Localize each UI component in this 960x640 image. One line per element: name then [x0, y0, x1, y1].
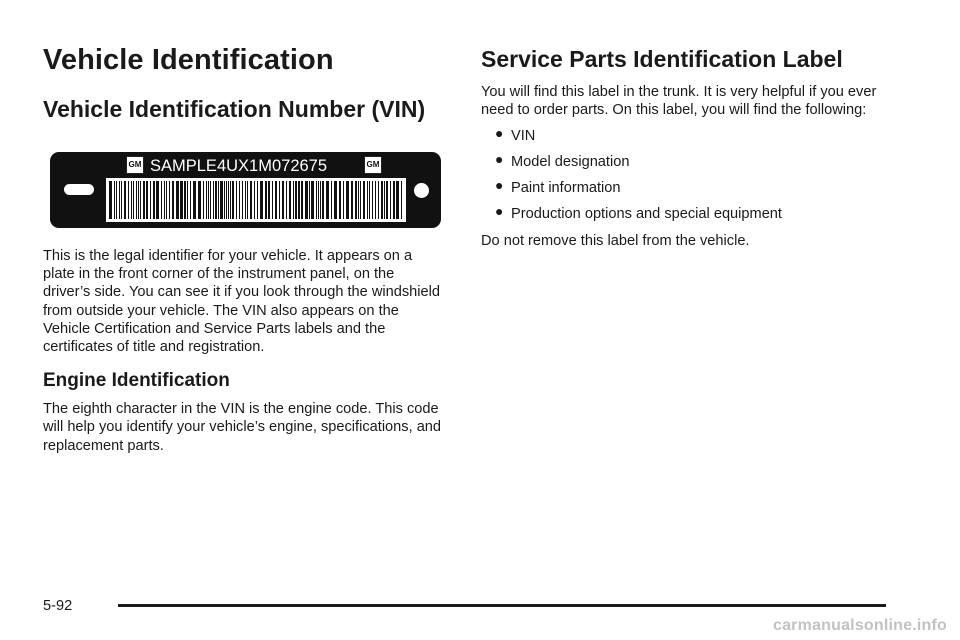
mounting-slot	[64, 184, 94, 195]
barcode-bar	[396, 181, 399, 219]
list-item: ● Production options and special equipment	[495, 203, 782, 223]
barcode-bar	[184, 181, 186, 219]
barcode-bar	[124, 181, 126, 219]
barcode-bar	[293, 181, 294, 219]
barcode-bar	[242, 181, 243, 219]
vin-description: This is the legal identifier for your vehicle. It appears on a plate in the front corner of the instrument panel, on the driver’s side. You can see it if you look through the windshield from outside your vehicle. The VIN also appears on the Vehicle Certification and Service Parts labels and the certificates of title and registration.	[43, 248, 440, 356]
barcode-bar	[286, 181, 287, 219]
barcode-bar	[128, 181, 129, 219]
barcode-bar	[384, 181, 385, 219]
barcode-bar	[351, 181, 353, 219]
barcode-bar	[164, 181, 165, 219]
barcode-bar	[334, 181, 337, 219]
barcode-bar	[305, 181, 308, 219]
barcode-bar	[116, 181, 117, 219]
barcode-bar	[215, 181, 217, 219]
barcode-bar	[372, 181, 373, 219]
service-parts-intro: You will find this label in the trunk. It is very helpful if you ever need to order parts. On this label, you will find the following:	[481, 84, 877, 119]
barcode-graphic	[106, 178, 406, 222]
bullet-icon: ●	[495, 125, 504, 142]
barcode-bar	[318, 181, 319, 219]
vin-plate-illustration	[50, 152, 441, 228]
barcode-bar	[138, 181, 139, 219]
barcode-bar	[282, 181, 284, 219]
service-parts-closing: Do not remove this label from the vehicle.	[481, 233, 750, 250]
barcode-bar	[301, 181, 303, 219]
barcode-bar	[136, 181, 137, 219]
barcode-bar	[311, 181, 314, 219]
barcode-bar	[367, 181, 368, 219]
barcode-bar	[210, 181, 211, 219]
barcode-bar	[343, 181, 344, 219]
barcode-bar	[166, 181, 167, 219]
barcode-bar	[289, 181, 291, 219]
barcode-bar	[358, 181, 359, 219]
left-column	[43, 40, 443, 455]
barcode-bar	[172, 181, 174, 219]
barcode-bar	[272, 181, 273, 219]
barcode-bar	[257, 181, 258, 219]
barcode-bar	[161, 181, 162, 219]
barcode-bar	[309, 181, 310, 219]
barcode-bar	[369, 181, 370, 219]
barcode	[106, 178, 406, 222]
barcode-bar	[180, 181, 183, 219]
page-title: Vehicle Identification	[43, 44, 334, 76]
barcode-bar	[381, 181, 383, 219]
barcode-bar	[228, 181, 229, 219]
barcode-bar	[298, 181, 300, 219]
barcode-bar	[254, 181, 255, 219]
gm-logo-icon: GM	[364, 156, 382, 174]
bullet-icon: ●	[495, 177, 504, 194]
barcode-bar	[119, 181, 120, 219]
barcode-bar	[109, 181, 112, 219]
barcode-bar	[236, 181, 237, 219]
barcode-bar	[203, 181, 204, 219]
barcode-bar	[224, 181, 225, 219]
service-parts-list	[481, 127, 901, 223]
barcode-bar	[230, 181, 231, 219]
barcode-bar	[198, 181, 201, 219]
barcode-bar	[131, 181, 132, 219]
barcode-bar	[260, 181, 263, 219]
barcode-bar	[326, 181, 329, 219]
barcode-bar	[265, 181, 267, 219]
barcode-bar	[355, 181, 357, 219]
gm-logo-icon: GM	[126, 156, 144, 174]
barcode-bar	[275, 181, 277, 219]
barcode-bar	[316, 181, 317, 219]
right-column	[481, 44, 901, 251]
barcode-bar	[121, 181, 122, 219]
barcode-bar	[114, 181, 115, 219]
barcode-bar	[143, 181, 145, 219]
barcode-bar	[378, 181, 379, 219]
barcode-bar	[133, 181, 134, 219]
bullet-icon: ●	[495, 203, 504, 220]
barcode-bar	[193, 181, 196, 219]
barcode-bar	[247, 181, 248, 219]
barcode-bar	[250, 181, 252, 219]
barcode-bar	[331, 181, 332, 219]
barcode-bar	[390, 181, 391, 219]
barcode-bar	[268, 181, 270, 219]
service-parts-heading: Service Parts Identification Label	[481, 46, 843, 72]
barcode-bar	[279, 181, 280, 219]
barcode-bar	[169, 181, 170, 219]
barcode-bar	[393, 181, 395, 219]
barcode-bar	[146, 181, 148, 219]
barcode-bar	[206, 181, 207, 219]
barcode-bar	[295, 181, 297, 219]
barcode-bar	[140, 181, 141, 219]
engine-heading: Engine Identification	[43, 370, 230, 392]
list-item: ● VIN	[495, 125, 536, 145]
mounting-hole	[414, 183, 429, 198]
barcode-bar	[150, 181, 151, 219]
barcode-bar	[239, 181, 240, 219]
barcode-bar	[339, 181, 341, 219]
list-item: ● Paint information	[495, 177, 621, 197]
barcode-bar	[208, 181, 209, 219]
barcode-bar	[375, 181, 376, 219]
barcode-bar	[187, 181, 188, 219]
barcode-bar	[226, 181, 227, 219]
barcode-bar	[218, 181, 219, 219]
barcode-bar	[220, 181, 223, 219]
barcode-bar	[156, 181, 159, 219]
barcode-bar	[176, 181, 179, 219]
barcode-bar	[245, 181, 246, 219]
barcode-bar	[153, 181, 155, 219]
barcode-bar	[360, 181, 361, 219]
engine-description: The eighth character in the VIN is the engine code. This code will help you identify your vehicle’s engine, specifications, and replacement parts.	[43, 401, 442, 454]
barcode-bar	[401, 181, 402, 219]
vin-number: SAMPLE4UX1M072675	[150, 157, 328, 175]
vin-heading: Vehicle Identification Number (VIN)	[43, 96, 426, 122]
barcode-bar	[346, 181, 349, 219]
watermark: carmanualsonline.info	[772, 617, 947, 634]
page-number: 5-92	[43, 598, 73, 614]
footer-divider	[118, 604, 886, 607]
bullet-icon: ●	[495, 151, 504, 168]
barcode-bar	[232, 181, 234, 219]
barcode-bar	[213, 181, 214, 219]
barcode-bar	[363, 181, 365, 219]
barcode-bar	[320, 181, 321, 219]
barcode-bar	[322, 181, 324, 219]
barcode-bar	[190, 181, 191, 219]
barcode-bar	[386, 181, 388, 219]
list-item: ● Model designation	[495, 151, 630, 171]
